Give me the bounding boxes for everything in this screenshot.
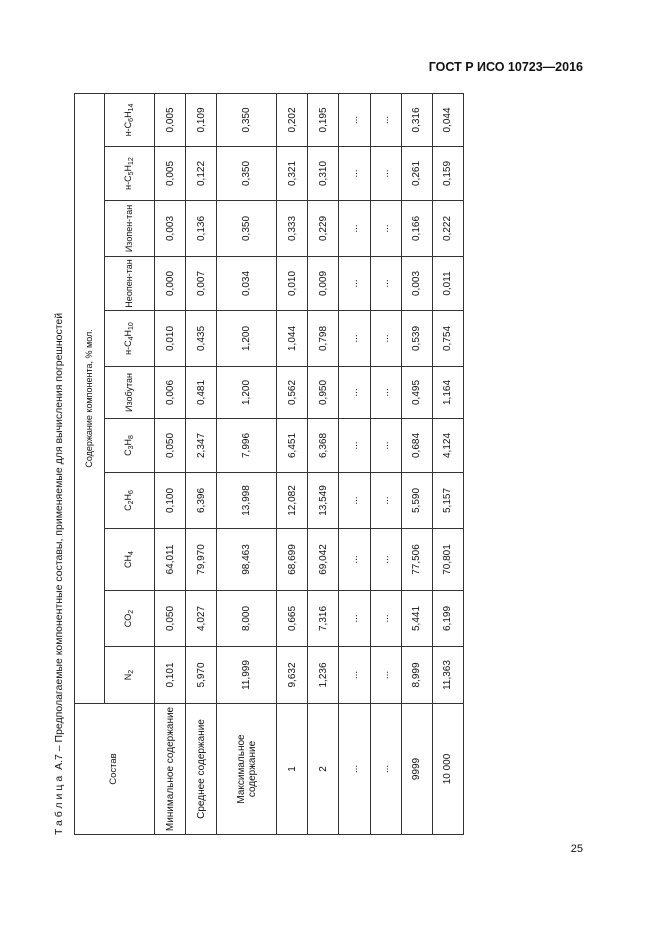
composition-header: Состав — [75, 704, 155, 835]
value-cell: 4,124 — [432, 419, 463, 473]
value-cell: 0,950 — [308, 367, 339, 419]
component-symbol: Неопен-тан — [124, 259, 135, 308]
component-symbol: CO — [122, 613, 133, 628]
value-cell: 64,011 — [155, 529, 186, 591]
table-row — [217, 93, 277, 834]
value-cell: ... — [370, 529, 401, 591]
component-subscript-2: 6 — [127, 490, 135, 494]
page-number: 25 — [570, 843, 583, 855]
component-subscript: 4 — [127, 551, 135, 555]
value-cell: 12,082 — [277, 473, 308, 529]
value-cell: 68,699 — [277, 529, 308, 591]
component-symbol: н-C — [122, 121, 133, 137]
table-body — [75, 93, 464, 834]
content-header: Содержание компонента, % мол. — [75, 93, 105, 703]
value-cell: ... — [339, 529, 370, 591]
composition-name: 1 — [277, 704, 308, 835]
component-subscript: 2 — [127, 609, 135, 614]
value-cell: ... — [339, 311, 370, 367]
value-cell: 5,441 — [401, 591, 432, 647]
value-cell: 7,996 — [217, 419, 277, 473]
component-symbol-tail: H — [122, 329, 133, 337]
value-cell: 0,333 — [277, 201, 308, 257]
table-caption — [44, 94, 74, 835]
value-cell: 0,798 — [308, 311, 339, 367]
value-cell: 0,136 — [186, 201, 217, 257]
rotated-table-block — [44, 94, 464, 835]
value-cell: ... — [339, 147, 370, 201]
component-header — [105, 367, 155, 419]
value-cell: 0,003 — [401, 257, 432, 311]
component-symbol-tail: H — [122, 439, 133, 446]
value-cell: 0,316 — [401, 93, 432, 146]
value-cell: ... — [370, 257, 401, 311]
value-cell: 0,009 — [308, 257, 339, 311]
composition-name: 10 000 — [432, 704, 463, 835]
value-cell: 0,109 — [186, 93, 217, 146]
value-cell: ... — [370, 367, 401, 419]
value-cell: ... — [370, 93, 401, 146]
value-cell: 0,101 — [155, 647, 186, 704]
value-cell: 0,350 — [217, 147, 277, 201]
caption-text: А.7 – Предполагаемые компонентные составы, применяемые для вычисления погрешностей — [53, 312, 65, 770]
component-symbol: CH — [122, 554, 133, 568]
composition-name: 9999 — [401, 704, 432, 835]
value-cell: 1,044 — [277, 311, 308, 367]
value-cell: 0,159 — [432, 147, 463, 201]
value-cell: ... — [339, 419, 370, 473]
value-cell: 11,363 — [432, 647, 463, 704]
value-cell: 5,590 — [401, 473, 432, 529]
component-symbol-tail: H — [122, 164, 133, 172]
value-cell: 0,000 — [155, 257, 186, 311]
component-header — [105, 473, 155, 529]
table-row — [401, 93, 432, 834]
composition-name: ... — [370, 704, 401, 835]
table-row — [277, 93, 308, 834]
value-cell: 0,684 — [401, 419, 432, 473]
value-cell: 0,007 — [186, 257, 217, 311]
value-cell: 70,801 — [432, 529, 463, 591]
component-subscript-2: 14 — [127, 103, 135, 112]
value-cell: 2,347 — [186, 419, 217, 473]
component-symbol: C — [122, 449, 133, 456]
component-header — [105, 311, 155, 367]
table-row — [432, 93, 463, 834]
value-cell: 0,050 — [155, 419, 186, 473]
value-cell: 5,970 — [186, 647, 217, 704]
value-cell: 0,202 — [277, 93, 308, 146]
value-cell: 0,044 — [432, 93, 463, 146]
component-symbol: Изобутан — [124, 373, 135, 412]
component-subscript: 2 — [127, 500, 135, 505]
component-header — [105, 529, 155, 591]
value-cell: 0,005 — [155, 147, 186, 201]
component-header — [105, 201, 155, 257]
component-symbol: C — [122, 504, 133, 511]
value-cell: ... — [370, 419, 401, 473]
value-cell: 6,368 — [308, 419, 339, 473]
value-cell: 1,200 — [217, 367, 277, 419]
value-cell: 0,003 — [155, 201, 186, 257]
value-cell: ... — [370, 647, 401, 704]
component-header — [105, 591, 155, 647]
component-subscript: 6 — [127, 117, 135, 122]
component-subscript-2: 12 — [127, 157, 135, 165]
value-cell: 1,236 — [308, 647, 339, 704]
value-cell: 6,396 — [186, 473, 217, 529]
value-cell: 0,011 — [432, 257, 463, 311]
component-header — [105, 419, 155, 473]
value-cell: ... — [339, 93, 370, 146]
value-cell: 4,027 — [186, 591, 217, 647]
table-row — [370, 93, 401, 834]
component-subscript: 4 — [127, 336, 135, 341]
value-cell: 0,321 — [277, 147, 308, 201]
table-row — [308, 93, 339, 834]
header-row-group — [75, 93, 105, 834]
value-cell: 8,000 — [217, 591, 277, 647]
value-cell: 5,157 — [432, 473, 463, 529]
value-cell: 0,005 — [155, 93, 186, 146]
component-header — [105, 257, 155, 311]
value-cell: ... — [339, 647, 370, 704]
value-cell: 0,310 — [308, 147, 339, 201]
value-cell: 7,316 — [308, 591, 339, 647]
component-symbol: N — [122, 673, 133, 681]
table-row — [339, 93, 370, 834]
value-cell: 0,562 — [277, 367, 308, 419]
value-cell: 0,100 — [155, 473, 186, 529]
value-cell: 0,006 — [155, 367, 186, 419]
value-cell: ... — [370, 201, 401, 257]
value-cell: ... — [370, 473, 401, 529]
value-cell: ... — [370, 311, 401, 367]
standard-designation: ГОСТ Р ИСО 10723—2016 — [428, 60, 583, 74]
component-symbol-tail: H — [122, 494, 133, 501]
value-cell: 1,164 — [432, 367, 463, 419]
value-cell: 1,200 — [217, 311, 277, 367]
value-cell: ... — [339, 473, 370, 529]
value-cell: 0,034 — [217, 257, 277, 311]
value-cell: ... — [339, 367, 370, 419]
value-cell: 0,754 — [432, 311, 463, 367]
value-cell: ... — [370, 147, 401, 201]
table-wrapper — [44, 94, 464, 835]
component-header — [105, 647, 155, 704]
value-cell: 6,199 — [432, 591, 463, 647]
value-cell: 0,495 — [401, 367, 432, 419]
value-cell: 0,435 — [186, 311, 217, 367]
table-row — [155, 93, 186, 834]
value-cell: 0,195 — [308, 93, 339, 146]
value-cell: 0,222 — [432, 201, 463, 257]
value-cell: 0,122 — [186, 147, 217, 201]
value-cell: 0,010 — [155, 311, 186, 367]
component-symbol: н-C — [122, 175, 133, 190]
value-cell: 0,261 — [401, 147, 432, 201]
component-subscript-2: 10 — [127, 322, 135, 330]
value-cell: 0,665 — [277, 591, 308, 647]
component-symbol: Изопен-тан — [124, 204, 135, 253]
table-row — [186, 93, 217, 834]
value-cell: 9,632 — [277, 647, 308, 704]
composition-name: Среднее содержание — [186, 704, 217, 835]
value-cell: ... — [339, 201, 370, 257]
value-cell: 0,050 — [155, 591, 186, 647]
caption-prefix: Таблица — [53, 772, 65, 835]
component-symbol-tail: H — [122, 111, 133, 118]
value-cell: 0,481 — [186, 367, 217, 419]
value-cell: 8,999 — [401, 647, 432, 704]
composition-table — [74, 93, 464, 835]
component-subscript-2: 8 — [127, 435, 135, 439]
value-cell: 69,042 — [308, 529, 339, 591]
component-subscript: 5 — [127, 171, 135, 176]
composition-name: Минимальное содержание — [155, 704, 186, 835]
value-cell: 13,998 — [217, 473, 277, 529]
component-symbol: н-C — [122, 340, 133, 355]
value-cell: 11,999 — [217, 647, 277, 704]
value-cell: 0,350 — [217, 201, 277, 257]
value-cell: 0,229 — [308, 201, 339, 257]
value-cell: ... — [339, 257, 370, 311]
value-cell: ... — [370, 591, 401, 647]
value-cell: 0,350 — [217, 93, 277, 146]
value-cell: 6,451 — [277, 419, 308, 473]
value-cell: 0,539 — [401, 311, 432, 367]
value-cell: 13,549 — [308, 473, 339, 529]
component-header — [105, 93, 155, 146]
value-cell: 77,506 — [401, 529, 432, 591]
value-cell: 98,463 — [217, 529, 277, 591]
composition-name: 2 — [308, 704, 339, 835]
component-subscript: 2 — [127, 669, 135, 674]
component-subscript: 3 — [127, 445, 135, 450]
composition-name: ... — [339, 704, 370, 835]
component-header — [105, 147, 155, 201]
value-cell: ... — [339, 591, 370, 647]
composition-name: Максимальное содержание — [217, 704, 277, 835]
value-cell: 79,970 — [186, 529, 217, 591]
value-cell: 0,166 — [401, 201, 432, 257]
value-cell: 0,010 — [277, 257, 308, 311]
